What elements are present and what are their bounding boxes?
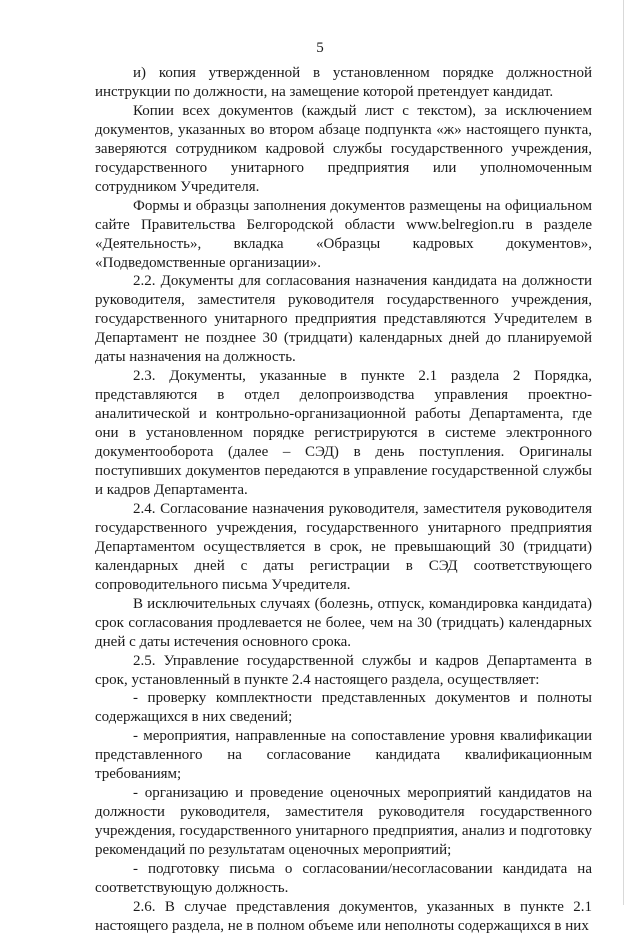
list-item-check: - проверку комплектности представленных документов и полноты содержащихся в них сведений; bbox=[95, 690, 592, 726]
paragraph-2-5: 2.5. Управление государственной службы и кадров Департамента в срок, установленный в пункте 2.4 настоящего раздела, осуществляет: bbox=[95, 652, 592, 688]
paragraph-2-2: 2.2. Документы для согласования назначения кандидата на должности руководителя, заместителя руководителя государственного учреждения, государственного унитарного предприятия представляются Учредителем в Департамент не позднее 30 (тридцати) календарных дней до планируемой даты назначения на должность. bbox=[95, 273, 592, 366]
list-item-qualification: - мероприятия, направленные на сопоставление уровня квалификации представленного на согласование кандидата квалификационным требованиям; bbox=[95, 728, 592, 783]
paragraph-2-4: 2.4. Согласование назначения руководителя, заместителя руководителя государственного учреждения, государственного унитарного предприятия Департаментом осуществляется в срок, не превышающий 30 (тридцати) календарных дней с даты регистрации в СЭД соответствующего сопроводительного письма Учредителя. bbox=[95, 500, 592, 593]
list-item-assessment: - организацию и проведение оценочных мероприятий кандидатов на должности руководителя, заместителя руководителя государственного учреждения, государственного унитарного предприятия, анализ и подготовку рекомендаций по результатам оценочных мероприятий; bbox=[95, 785, 592, 859]
scan-edge-line bbox=[623, 0, 624, 905]
paragraph-forms: Формы и образцы заполнения документов размещены на официальном сайте Правительства Белгородской области www.belregion.ru в разделе «Деятельность», вкладка «Образцы кадровых документов», «Подведомственные организации». bbox=[95, 197, 592, 271]
paragraph-copies: Копии всех документов (каждый лист с текстом), за исключением документов, указанных во втором абзаце подпункта «ж» настоящего пункта, заверяются сотрудником кадровой службы государственного учреждения, государственного унитарного предприятия или уполномоченным сотрудником Учредителя. bbox=[95, 102, 592, 195]
page-number: 5 bbox=[316, 40, 324, 56]
paragraph-2-3: 2.3. Документы, указанные в пункте 2.1 раздела 2 Порядка, представляются в отдел делопроизводства управления проектно-аналитической и контрольно-организационной работы Департамента, где они в установленном порядке регистрируются в системе электронного документооборота (далее – СЭД) в день поступления. Оригиналы поступивших документов передаются в управление государственной службы и кадров Департамента. bbox=[95, 368, 592, 498]
paragraph-item-i: и) копия утвержденной в установленном порядке должностной инструкции по должности, на замещение которой претендует кандидат. bbox=[95, 65, 592, 100]
paragraph-exceptions: В исключительных случаях (болезнь, отпуск, командировка кандидата) срок согласования продлевается не более, чем на 30 (тридцать) календарных дней с даты истечения основного срока. bbox=[95, 595, 592, 650]
list-item-letter: - подготовку письма о согласовании/несогласовании кандидата на соответствующую должность. bbox=[95, 861, 592, 896]
paragraph-2-6: 2.6. В случае представления документов, указанных в пункте 2.1 настоящего раздела, не в полном объеме или неполноты содержащихся в них bbox=[95, 898, 592, 934]
document-body bbox=[95, 64, 592, 936]
